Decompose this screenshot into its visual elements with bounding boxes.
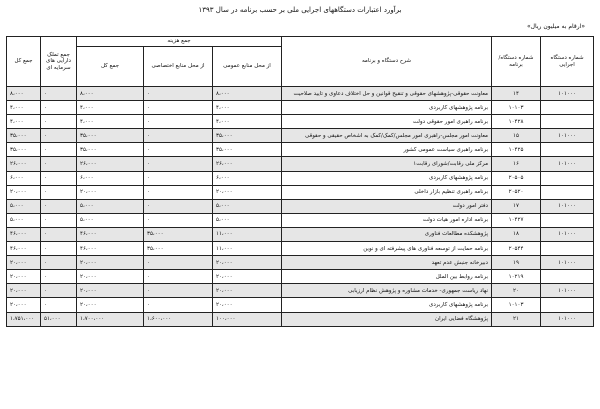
total-expense-cell: ۵،۰۰۰ <box>77 213 144 227</box>
table-row <box>7 157 594 171</box>
description-cell: نهاد ریاست جمهوری- خدمات مشاوره و پژوهش نظام ارزیابی <box>282 284 492 298</box>
specific-cell: ۰ <box>144 87 213 101</box>
specific-cell: ۰ <box>144 115 213 129</box>
agency-code-cell: ۱۰۱۰۰۰ <box>541 227 594 241</box>
grand-total-cell: ۲۰،۰۰۰ <box>7 270 41 284</box>
specific-cell: ۰ <box>144 101 213 115</box>
program-code-cell: ۱۰۴۲۸ <box>492 115 541 129</box>
grand-total-cell: ۵،۰۰۰ <box>7 213 41 227</box>
description-cell: معاونت حقوقی-پژوهشهای حقوقی و تنقیح قوانین و حل اختلاف دعاوی و تایید صلاحیت <box>282 87 492 101</box>
specific-cell: ۳۵،۰۰۰ <box>144 227 213 241</box>
grand-total-cell: ۲۰،۰۰۰ <box>7 185 41 199</box>
general-cell: ۳۵،۰۰۰ <box>213 143 282 157</box>
description-cell: برنامه راهبری امور حقوقی دولت <box>282 115 492 129</box>
description-cell: پژوهشگاه فضایی ایران <box>282 312 492 326</box>
table-row <box>7 242 594 256</box>
agency-code-cell <box>541 115 594 129</box>
program-code-cell: ۲۰۵۴۴ <box>492 242 541 256</box>
description-cell: مرکز ملی رقابت/شورای رقابت۱ <box>282 157 492 171</box>
capital-cell: ۰ <box>41 101 77 115</box>
specific-cell: ۰ <box>144 129 213 143</box>
table-body <box>7 87 594 327</box>
unit-note: «ارقام به میلیون ریال» <box>526 23 585 30</box>
total-expense-cell: ۲۰،۰۰۰ <box>77 185 144 199</box>
program-code-cell: ۱۰۱۰۳ <box>492 298 541 312</box>
description-cell: برنامه روابط بین الملل <box>282 270 492 284</box>
description-cell: برنامه راهبری سیاست عمومی کشور <box>282 143 492 157</box>
header-description: شرح دستگاه و برنامه <box>282 37 492 87</box>
general-cell: ۳۵،۰۰۰ <box>213 129 282 143</box>
description-cell: معاونت امور مجلس-راهبری امور مجلس/کمک/کمک به اشخاص حقیقی و حقوقی <box>282 129 492 143</box>
program-code-cell: ۲۰۵۰۵ <box>492 171 541 185</box>
specific-cell: ۰ <box>144 270 213 284</box>
program-code-cell: ۱۶ <box>492 157 541 171</box>
agency-code-cell <box>541 270 594 284</box>
document-title: برآورد اعتبارات دستگاههای اجرایی ملی بر حسب برنامه در سال ۱۳۹۳ <box>198 6 402 14</box>
table-row <box>7 270 594 284</box>
description-cell: دفتر امور دولت <box>282 199 492 213</box>
general-cell: ۱۱،۰۰۰ <box>213 242 282 256</box>
capital-cell: ۰ <box>41 185 77 199</box>
capital-cell: ۰ <box>41 284 77 298</box>
specific-cell: ۰ <box>144 199 213 213</box>
total-expense-cell: ۶،۰۰۰ <box>77 171 144 185</box>
total-expense-cell: ۸،۰۰۰ <box>77 87 144 101</box>
grand-total-cell: ۴،۰۰۰ <box>7 115 41 129</box>
agency-code-cell: ۱۰۱۰۰۰ <box>541 256 594 270</box>
grand-total-cell: ۵،۰۰۰ <box>7 199 41 213</box>
agency-code-cell: ۱۰۱۰۰۰ <box>541 199 594 213</box>
grand-total-cell: ۳۵،۰۰۰ <box>7 143 41 157</box>
capital-cell: ۰ <box>41 270 77 284</box>
capital-cell: ۰ <box>41 199 77 213</box>
general-cell: ۲۰،۰۰۰ <box>213 256 282 270</box>
capital-cell: ۵۱،۰۰۰ <box>41 312 77 326</box>
grand-total-cell: ۴۶،۰۰۰ <box>7 227 41 241</box>
total-expense-cell: ۲۰،۰۰۰ <box>77 284 144 298</box>
total-expense-cell: ۴،۰۰۰ <box>77 115 144 129</box>
specific-cell: ۰ <box>144 256 213 270</box>
header-agency-code: شماره دستگاه اجرایی <box>541 37 594 87</box>
agency-code-cell: ۱۰۱۰۰۰ <box>541 87 594 101</box>
description-cell: برنامه پژوهشهای کاربردی <box>282 298 492 312</box>
program-code-cell: ۲۰ <box>492 284 541 298</box>
agency-code-cell: ۱۰۱۰۰۰ <box>541 284 594 298</box>
capital-cell: ۰ <box>41 157 77 171</box>
description-cell: برنامه حمایت از توسعه فناوری های پیشرفته ای و نوین <box>282 242 492 256</box>
agency-code-cell <box>541 185 594 199</box>
general-cell: ۲۰،۰۰۰ <box>213 185 282 199</box>
program-code-cell: ۱۸ <box>492 227 541 241</box>
capital-cell: ۰ <box>41 227 77 241</box>
header-total-expense: جمع کل <box>77 47 144 87</box>
general-cell: ۵،۰۰۰ <box>213 199 282 213</box>
agency-code-cell <box>541 171 594 185</box>
header-capital: جمع تملک دارایی های سرمایه ای <box>41 37 77 87</box>
budget-table <box>6 36 594 327</box>
table-row <box>7 298 594 312</box>
description-cell: دبیرخانه جنبش عدم تعهد <box>282 256 492 270</box>
capital-cell: ۰ <box>41 87 77 101</box>
total-expense-cell: ۲۰،۰۰۰ <box>77 256 144 270</box>
total-expense-cell: ۳۵،۰۰۰ <box>77 143 144 157</box>
general-cell: ۲۰،۰۰۰ <box>213 284 282 298</box>
description-cell: برنامه پژوهشهای کاربردی <box>282 101 492 115</box>
table-row <box>7 284 594 298</box>
agency-code-cell <box>541 143 594 157</box>
general-cell: ۲۰،۰۰۰ <box>213 298 282 312</box>
total-expense-cell: ۴۶،۰۰۰ <box>77 227 144 241</box>
program-code-cell: ۲۰۵۲۰ <box>492 185 541 199</box>
table-row <box>7 312 594 326</box>
grand-total-cell: ۲۶،۰۰۰ <box>7 157 41 171</box>
total-expense-cell: ۱،۷۰۰،۰۰۰ <box>77 312 144 326</box>
table-row <box>7 185 594 199</box>
agency-code-cell <box>541 213 594 227</box>
header-general: از محل منابع عمومی <box>213 47 282 87</box>
header-specific: از محل منابع اختصاصی <box>144 47 213 87</box>
program-code-cell: ۱۹ <box>492 256 541 270</box>
capital-cell: ۰ <box>41 213 77 227</box>
table-row <box>7 143 594 157</box>
table-row <box>7 171 594 185</box>
table-row <box>7 227 594 241</box>
description-cell: برنامه پژوهشهای کاربردی <box>282 171 492 185</box>
grand-total-cell: ۱،۷۵۱،۰۰۰ <box>7 312 41 326</box>
table-row <box>7 129 594 143</box>
program-code-cell: ۱۵ <box>492 129 541 143</box>
specific-cell: ۱،۶۰۰،۰۰۰ <box>144 312 213 326</box>
specific-cell: ۰ <box>144 284 213 298</box>
table-row <box>7 199 594 213</box>
total-expense-cell: ۴،۰۰۰ <box>77 101 144 115</box>
general-cell: ۸،۰۰۰ <box>213 87 282 101</box>
total-expense-cell: ۵،۰۰۰ <box>77 199 144 213</box>
specific-cell: ۰ <box>144 143 213 157</box>
total-expense-cell: ۲۶،۰۰۰ <box>77 157 144 171</box>
capital-cell: ۰ <box>41 129 77 143</box>
agency-code-cell <box>541 101 594 115</box>
description-cell: پژوهشکده مطالعات فناوری <box>282 227 492 241</box>
specific-cell: ۰ <box>144 298 213 312</box>
capital-cell: ۰ <box>41 256 77 270</box>
capital-cell: ۰ <box>41 115 77 129</box>
agency-code-cell <box>541 242 594 256</box>
header-grand-total: جمع کل <box>7 37 41 87</box>
grand-total-cell: ۶،۰۰۰ <box>7 171 41 185</box>
program-code-cell: ۱۰۲۱۹ <box>492 270 541 284</box>
description-cell: برنامه اداره امور هیات دولت <box>282 213 492 227</box>
specific-cell: ۰ <box>144 171 213 185</box>
general-cell: ۴،۰۰۰ <box>213 115 282 129</box>
general-cell: ۵،۰۰۰ <box>213 213 282 227</box>
specific-cell: ۰ <box>144 185 213 199</box>
program-code-cell: ۱۰۱۰۳ <box>492 101 541 115</box>
program-code-cell: ۱۰۴۲۷ <box>492 213 541 227</box>
capital-cell: ۰ <box>41 298 77 312</box>
agency-code-cell: ۱۰۱۰۰۰ <box>541 312 594 326</box>
agency-code-cell: ۱۰۱۰۰۰ <box>541 157 594 171</box>
general-cell: ۲۰،۰۰۰ <box>213 270 282 284</box>
general-cell: ۴،۰۰۰ <box>213 101 282 115</box>
grand-total-cell: ۴،۰۰۰ <box>7 101 41 115</box>
total-expense-cell: ۲۰،۰۰۰ <box>77 298 144 312</box>
grand-total-cell: ۳۵،۰۰۰ <box>7 129 41 143</box>
total-expense-cell: ۲۰،۰۰۰ <box>77 270 144 284</box>
capital-cell: ۰ <box>41 143 77 157</box>
table-row <box>7 101 594 115</box>
specific-cell: ۳۵،۰۰۰ <box>144 242 213 256</box>
description-cell: برنامه راهبری تنظیم بازار داخلی <box>282 185 492 199</box>
agency-code-cell <box>541 298 594 312</box>
specific-cell: ۰ <box>144 213 213 227</box>
grand-total-cell: ۴۶،۰۰۰ <box>7 242 41 256</box>
general-cell: ۱۱،۰۰۰ <box>213 227 282 241</box>
grand-total-cell: ۲۰،۰۰۰ <box>7 284 41 298</box>
program-code-cell: ۲۱ <box>492 312 541 326</box>
specific-cell: ۰ <box>144 157 213 171</box>
general-cell: ۲۶،۰۰۰ <box>213 157 282 171</box>
header-expense-group: جمع هزینه <box>77 37 282 47</box>
grand-total-cell: ۸،۰۰۰ <box>7 87 41 101</box>
grand-total-cell: ۲۰،۰۰۰ <box>7 298 41 312</box>
agency-code-cell: ۱۰۱۰۰۰ <box>541 129 594 143</box>
capital-cell: ۰ <box>41 242 77 256</box>
grand-total-cell: ۲۰،۰۰۰ <box>7 256 41 270</box>
total-expense-cell: ۳۵،۰۰۰ <box>77 129 144 143</box>
general-cell: ۶،۰۰۰ <box>213 171 282 185</box>
general-cell: ۱۰۰،۰۰۰ <box>213 312 282 326</box>
program-code-cell: ۱۴ <box>492 87 541 101</box>
table-row <box>7 115 594 129</box>
program-code-cell: ۱۰۴۲۵ <box>492 143 541 157</box>
total-expense-cell: ۴۶،۰۰۰ <box>77 242 144 256</box>
header-program-code: شماره دستگاه/ برنامه <box>492 37 541 87</box>
program-code-cell: ۱۷ <box>492 199 541 213</box>
capital-cell: ۰ <box>41 171 77 185</box>
table-row <box>7 256 594 270</box>
table-row <box>7 87 594 101</box>
table-row <box>7 213 594 227</box>
